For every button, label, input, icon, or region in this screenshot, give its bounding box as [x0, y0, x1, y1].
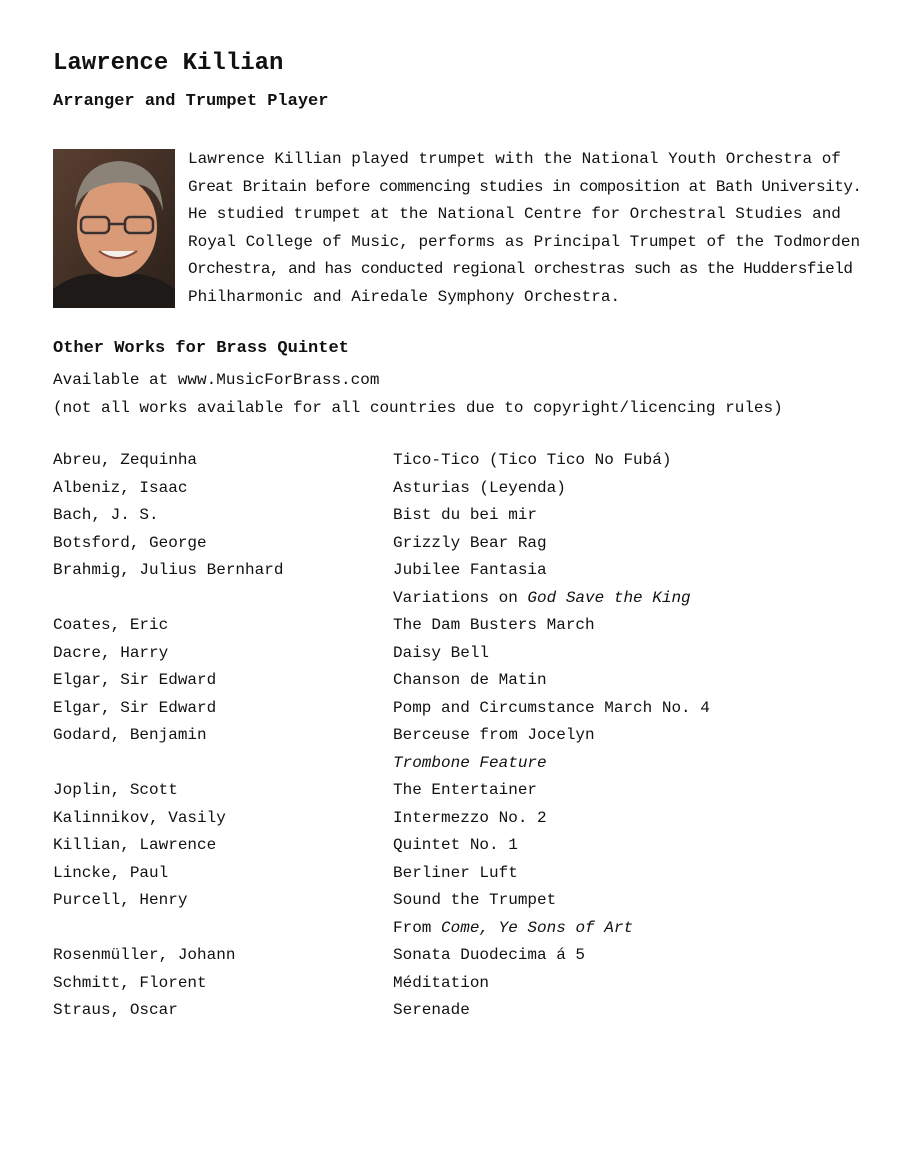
work-composer: Kalinnikov, Vasily [53, 808, 226, 827]
work-row [53, 447, 853, 475]
work-title: Serenade [393, 1001, 470, 1019]
work-row [53, 805, 853, 833]
work-title [393, 915, 633, 943]
work-row [53, 530, 853, 558]
work-composer [53, 750, 393, 778]
bio-line: Orchestra, and has conducted regional orchestras such as the Huddersfield [188, 260, 853, 278]
work-row [53, 475, 853, 503]
work-title: Berceuse from Jocelyn [393, 726, 595, 744]
work-title: Berliner Luft [393, 863, 518, 882]
work-row [53, 860, 853, 888]
work-composer: Godard, Benjamin [53, 726, 207, 744]
work-composer: Elgar, Sir Edward [53, 671, 217, 689]
work-row [53, 970, 853, 998]
bio-line: He studied trumpet at the National Centre for Orchestral Studies and [188, 205, 841, 223]
work-row [53, 942, 853, 970]
work-composer: Abreu, Zequinha [53, 451, 198, 469]
page-title: Lawrence Killian [53, 50, 284, 77]
work-row [53, 557, 853, 585]
work-title: Bist du bei mir [393, 506, 538, 524]
work-composer: Killian, Lawrence [53, 836, 217, 854]
bio-line: Royal College of Music, performs as Principal Trumpet of the Todmorden [188, 232, 861, 251]
work-composer [53, 585, 393, 613]
bio-line: Lawrence Killian played trumpet with the National Youth Orchestra of [188, 150, 841, 168]
work-row [53, 612, 853, 640]
work-title: The Dam Busters March [393, 616, 595, 634]
works-list [53, 447, 853, 1025]
work-title-prefix: From [393, 918, 442, 937]
work-row [53, 777, 853, 805]
work-row [53, 887, 853, 915]
work-composer: Brahmig, Julius Bernhard [53, 561, 284, 579]
work-row [53, 997, 853, 1025]
section-heading: Other Works for Brass Quintet [53, 339, 349, 358]
work-title-italic: God Save the King [527, 588, 691, 607]
work-title [393, 750, 547, 778]
work-row [53, 750, 853, 778]
work-composer: Botsford, George [53, 533, 207, 552]
work-row [53, 915, 853, 943]
work-composer: Albeniz, Isaac [53, 478, 188, 497]
work-title: Pomp and Circumstance March No. 4 [393, 698, 710, 717]
work-title-italic: Come, Ye Sons of Art [441, 918, 634, 937]
work-title: Grizzly Bear Rag [393, 533, 547, 552]
work-composer: Joplin, Scott [53, 781, 178, 799]
work-composer: Straus, Oscar [53, 1001, 178, 1019]
work-row [53, 667, 853, 695]
work-composer: Rosenmüller, Johann [53, 946, 236, 964]
work-composer: Elgar, Sir Edward [53, 698, 217, 717]
work-composer [53, 915, 393, 943]
biography [188, 146, 863, 311]
work-composer: Bach, J. S. [53, 506, 159, 524]
work-title: Méditation [393, 973, 490, 992]
work-row [53, 640, 853, 668]
work-title: Jubilee Fantasia [393, 561, 547, 579]
work-composer: Lincke, Paul [53, 863, 169, 882]
work-row [53, 722, 853, 750]
work-row [53, 695, 853, 723]
work-row [53, 832, 853, 860]
availability-info [53, 367, 783, 422]
work-title-italic: Trombone Feature [393, 753, 547, 772]
bio-line: Philharmonic and Airedale Symphony Orchestra. [188, 287, 621, 306]
work-composer: Purcell, Henry [53, 891, 188, 909]
work-row [53, 502, 853, 530]
work-title: The Entertainer [393, 781, 538, 799]
availability-link: Available at www.MusicForBrass.com [53, 371, 380, 389]
page-subtitle: Arranger and Trumpet Player [53, 92, 329, 111]
work-title: Daisy Bell [393, 643, 490, 662]
work-composer: Coates, Eric [53, 616, 169, 634]
work-title [393, 585, 691, 613]
work-title: Asturias (Leyenda) [393, 478, 566, 497]
work-composer: Dacre, Harry [53, 643, 169, 662]
work-title: Intermezzo No. 2 [393, 808, 547, 827]
work-title: Chanson de Matin [393, 671, 547, 689]
bio-line: Great Britain before commencing studies in composition at Bath University. [188, 177, 862, 196]
work-title: Sound the Trumpet [393, 891, 557, 909]
portrait-photo [53, 149, 175, 308]
work-composer: Schmitt, Florent [53, 973, 207, 992]
work-title: Tico-Tico (Tico Tico No Fubá) [393, 451, 672, 469]
work-title: Sonata Duodecima á 5 [393, 946, 586, 964]
work-row [53, 585, 853, 613]
work-title: Quintet No. 1 [393, 836, 518, 854]
licensing-note: (not all works available for all countries due to copyright/licencing rules) [53, 398, 783, 417]
work-title-prefix: Variations on [393, 588, 528, 607]
